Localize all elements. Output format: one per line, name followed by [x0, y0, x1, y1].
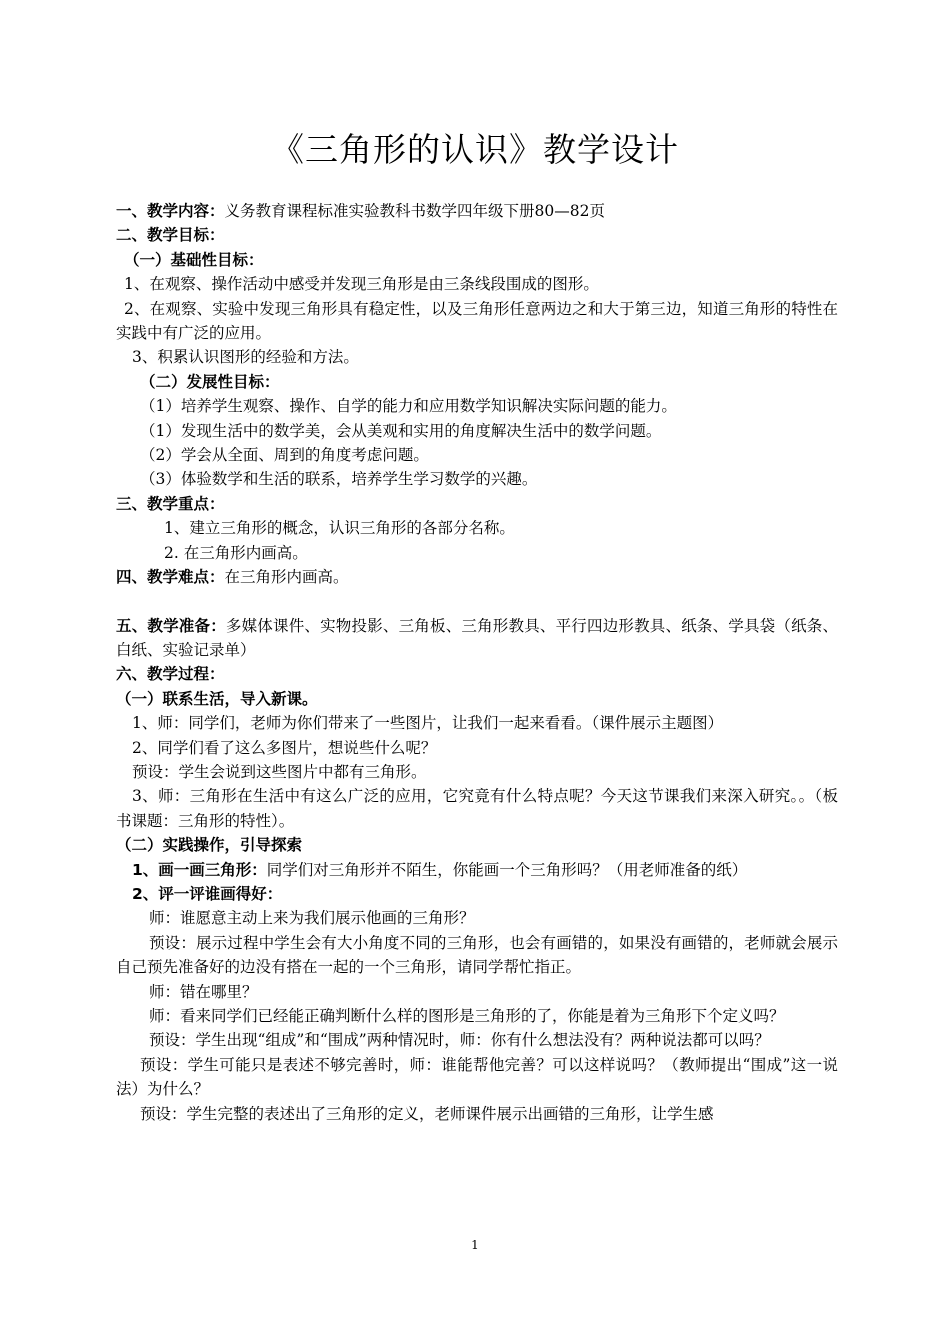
dev-goal-item: （3）体验数学和生活的联系，培养学生学习数学的兴趣。	[140, 470, 538, 489]
step1-paragraph	[116, 858, 838, 882]
dev-goal-label: （二）发展性目标：	[140, 372, 280, 391]
part2-line: 师：看来同学们已经能正确判断什么样的图形是三角形的了，你能是着为三角形下个定义吗？	[149, 1007, 785, 1026]
page-number: 1	[471, 1238, 479, 1252]
difficulty-label: 四、教学难点：	[116, 567, 225, 586]
content-text: 义务教育课程标准实验教科书数学四年级下册80—82页	[224, 202, 605, 220]
prep-paragraph	[116, 614, 838, 663]
basic-goal-label: （一）基础性目标：	[124, 250, 264, 269]
step1-label: 1、画一画三角形：	[132, 860, 267, 879]
content-label: 一、教学内容：	[116, 202, 225, 220]
part2-line: 师：错在哪里？	[149, 982, 258, 1001]
key-point-item: 2. 在三角形内画高。	[164, 543, 308, 562]
content-line	[116, 199, 838, 223]
part2-line: 预设：展示过程中学生会有大小角度不同的三角形，也会有画错的，如果没有画错的，老师就会展示自己预先准备好的边没有搭在一起的一个三角形，请同学帮忙指正。	[116, 933, 838, 977]
goals-label: 二、教学目标：	[116, 226, 225, 245]
part2-line: 预设：学生完整的表述出了三角形的定义，老师课件展示出画错的三角形，让学生感	[140, 1104, 714, 1123]
part1-line: 预设：学生会说到这些图片中都有三角形。	[132, 763, 427, 782]
process-label: 六、教学过程：	[116, 665, 225, 684]
part1-line: 1、师：同学们，老师为你们带来了一些图片，让我们一起来看看。（课件展示主题图）	[132, 714, 724, 733]
part1-line: 2、同学们看了这么多图片，想说些什么呢？	[132, 738, 437, 757]
part1-line: 3、师：三角形在生活中有这么广泛的应用，它究竟有什么特点呢？今天这节课我们来深入研究。。（板书课题：三角形的特性）。	[116, 787, 838, 830]
part2-line: 预设：学生可能只是表述不够完善时，师：谁能帮他完善？可以这样说吗？（教师提出“围成”这一说法）为什么？	[116, 1055, 838, 1099]
key-label: 三、教学重点：	[116, 494, 225, 513]
prep-text: 多媒体课件、实物投影、三角板、三角形教具、平行四边形教具、纸条、学具袋（纸条、白纸、实验记录单）	[116, 616, 838, 660]
step2-label: 2、评一评谁画得好：	[132, 885, 283, 904]
dev-goal-item: （2）学会从全面、周到的角度考虑问题。	[140, 445, 429, 464]
dev-goal-item: （1）发现生活中的数学美，会从美观和实用的角度解决生活中的数学问题。	[140, 421, 662, 440]
page-title: 《三角形的认识》教学设计	[271, 130, 679, 169]
step1-text: 同学们对三角形并不陌生，你能画一个三角形吗？（用老师准备的纸）	[266, 860, 748, 879]
difficulty-text: 在三角形内画高。	[224, 567, 349, 586]
basic-goal-item: 3、积累认识图形的经验和方法。	[132, 348, 359, 367]
difficulty-line	[116, 565, 838, 589]
part1-label: （一）联系生活，导入新课。	[116, 689, 318, 708]
part2-line: 师：谁愿意主动上来为我们展示他画的三角形？	[149, 909, 475, 928]
basic-goal-item: 1、在观察、操作活动中感受并发现三角形是由三条线段围成的图形。	[124, 275, 599, 294]
prep-label: 五、教学准备：	[116, 616, 226, 635]
part2-label: （二）实践操作，引导探索	[116, 836, 303, 855]
part2-line: 预设：学生出现“组成”和“围成”两种情况时，师：你有什么想法没有？两种说法都可以吗？	[149, 1031, 770, 1050]
dev-goal-item: （1）培养学生观察、操作、自学的能力和应用数学知识解决实际问题的能力。	[140, 397, 677, 416]
key-point-item: 1、建立三角形的概念，认识三角形的各部分名称。	[164, 519, 515, 538]
basic-goal-item: 2、在观察、实验中发现三角形具有稳定性，以及三角形任意两边之和大于第三边，知道三角形的特性在实践中有广泛的应用。	[116, 299, 838, 342]
document-body	[116, 199, 838, 1126]
blank-line	[116, 589, 838, 613]
